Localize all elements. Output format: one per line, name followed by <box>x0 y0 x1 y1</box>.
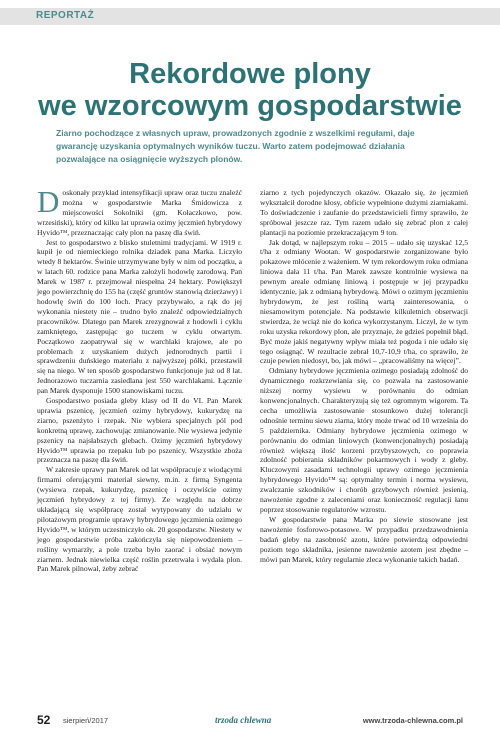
article-title <box>0 58 500 122</box>
article-lead <box>56 127 464 166</box>
article-title-line-2: we wzorcowym gospodarstwie <box>38 90 462 122</box>
magazine-logo: trzoda chlewna <box>215 715 272 725</box>
issue-date: sierpień/2017 <box>63 716 109 725</box>
article-column-right <box>260 188 468 564</box>
section-header-bar <box>0 8 500 25</box>
article-paragraph: W zakresie uprawy pan Marek od lat współpracuje z wiodącymi firmami oferującymi materiał siewny, m.in. z firmą Syngenta (wysiewa rzepak, kukurydzę, pszenicę i oczywiście ozimy jęczmień hybrydowy z tej firmy). Ze względu na dobrze układającą się współpracę został wytypowany do udziału w pilotażowym programie uprawy hybrydowego jęczmienia ozimego Hyvido™, w którym uczestniczyło ok. 20 gospodarstw. Niestety w jego gospodarstwie próba zakończyła się niepowodzeniem – rośliny wymarzły, a pole trzeba było zaorać i obsiać nowym ziarnem. Jednak niewielka część roślin przetrwała i wydała plon. Pan Marek pilnował, żeby zebrać <box>37 465 242 574</box>
lead-line-3: pozwalające na osiągnięcie wyższych plonów. <box>56 154 243 164</box>
article-paragraph: Jest to gospodarstwo z blisko stuletnimi tradycjami. W 1919 r. kupił je od niemieckiego rolnika dziadek pana Marka. Liczyło wtedy 8 hektarów. Świnie utrzymywane były w nim od początku, a w latach 60. rodzice pana Marka założyli hodowlę zarodową. Pan Marek w 1987 r. przejmował niespełna 24 hektary. Powiększył jego powierzchnię do 155 ha (część gruntów stanowią dzierżawy) i hodowlę świń do 100 loch. Pracy przybywało, a rąk do jej wykonania niestety nie – trudno było znaleźć odpowiedzialnych pracowników. Dlatego pan Marek zrezygnował z hodowli i cyklu zamkniętego, zastępując go tuczem w cyklu otwartym. Początkowo zaopatrywał się w warchlaki krajowe, ale po problemach z uzyskaniem dużych jednorodnych partii i sprawdzeniu duńskiego materiału z najwyższej półki, przestawił się na niego. W ten sposób gospodarstwo funkcjonuje już od 8 lat. Jednorazowo tuczarnia zasiedlana jest 550 warchlakami. Łącznie pan Marek dysponuje 1500 stanowiskami tuczu. <box>37 237 242 396</box>
article-paragraph: Gospodarstwo posiada gleby klasy od II do VI. Pan Marek uprawia pszenicę, jęczmień ozimy hybrydowy, kukurydzę na ziarno, pszenżyto i rzepak. Nie wybiera specjalnych pól pod konkretną uprawę, zachowując zmianowanie. Nie wysiewa jedynie pszenicy na najsłabszych glebach. Ozimy jęczmień hybrydowy Hyvido™ uprawia po rzepaku lub po pszenicy. Wszystkie zboża przeznacza na paszę dla świń. <box>37 396 242 465</box>
article-paragraph: ziarno z tych pojedynczych okazów. Okazało się, że jęczmień wykształcił dorodne kłosy, obficie wypełnione dużymi ziarniakami. To doświadczenie i zaufanie do przedstawicieli firmy sprawiło, że spróbował jeszcze raz. Tym razem udało się zebrać plon z całej plantacji na poziomie przekraczającym 9 ton. <box>260 188 468 237</box>
article-paragraph: W gospodarstwie pana Marka po siewie stosowane jest nawożenie fosforowo-potasowe. W przypadku przedzawodnienia badań gleby na zasobność azotu, które potwierdzą odpowiedni poziom tego składnika, jesienne nawożenie azotem jest zbędne – mówi pan Marek, który regularnie zleca wykonanie takich badań. <box>260 514 468 564</box>
lead-line-2: gwarancję uzyskania optymalnych wyników tuczu. Warto zatem podejmować działania <box>56 141 405 151</box>
article-paragraph: Jak dotąd, w najlepszym roku – 2015 – udało się uzyskać 12,5 t/ha z odmiany Wootan. W gospodarstwie zorganizowane było pokazowe młócenie z ważeniem. W tym rekordowym roku odmiana liniowa dała 11 t/ha. Pan Marek zawsze kontrolnie wysiewa na pewnym areale odmianę liniową i postępuje w jej przypadku identycznie, jak z odmianą hybrydową. Mówi o ozimym jęczmieniu hybrydowym, że jest rośliną wartą zainteresowania, o niesamowitym potencjale. Na podstawie kilkuletnich obserwacji stwierdza, że wciąż nie do końca wykorzystanym. Liczył, że w tym roku uzyska rekordowy plon, ale przyznaje, że gdzieś popełnił błąd. Być może jakiś negatywny wpływ miała też pogoda i nie udało się tego osiągnąć. W rezultacie zebrał 10,7-10,9 t/ha, co sprawiło, że czuje pewien niedosyt, bo, jak mówi – „pracowaliśmy na więcej”. <box>260 237 468 366</box>
section-label: REPORTAŻ <box>36 10 95 21</box>
article-column-left <box>37 184 242 574</box>
website-link[interactable]: www.trzoda-chlewna.com.pl <box>362 716 463 725</box>
article-title-line-1: Rekordowe plony <box>129 58 371 90</box>
paragraph-text: oskonały przykład intensyfikacji upraw oraz tuczu znaleźć można w gospodarstwie Marka Śmidowicza z miejscowości Sokolniki (gm. Kołaczkowo, pow. wrzesiński), który od kilku lat uprawia ozimy jęczmień hybrydowy Hyvido™, przeznaczając cały plon na paszę dla świń. <box>37 188 242 237</box>
page-footer <box>0 713 500 733</box>
article-paragraph: Odmiany hybrydowe jęczmienia ozimego posiadają zdolność do dynamicznego rozkrzewiania się, co pozwala na zastosowanie niższej normy wysiewu w porównaniu do odmian konwencjonalnych. Charakteryzują się też ogromnym wigorem. Ta cecha umożliwia zastosowanie stosunkowo dużej tolerancji odnośnie terminu siewu ziarna, który może trwać od 10 września do 5 października. Odmiany hybrydowe jęczmienia ozimego w porównaniu do odmian liniowych (konwencjonalnych) posiadają również większą ilość korzeni przybyszowych, co poprawia zdolność pobierania składników pokarmowych i wody z gleby. Kluczowymi zasadami technologii uprawy ozimego jęczmienia hybrydowego Hyvido™ są: optymalny termin i norma wysiewu, zwalczanie szkodników i chorób grzybowych również jesienią, nawożenie zgodne z zaleceniami oraz konieczność regulacji łanu poprzez stosowanie regulatorów wzrostu. <box>260 366 468 514</box>
lead-line-1: Ziarno pochodzące z własnych upraw, prowadzonych zgodnie z wszelkimi regułami, daje <box>56 128 415 138</box>
article-paragraph <box>37 184 242 238</box>
dropcap: D <box>37 184 60 219</box>
page-number: 52 <box>37 713 51 727</box>
